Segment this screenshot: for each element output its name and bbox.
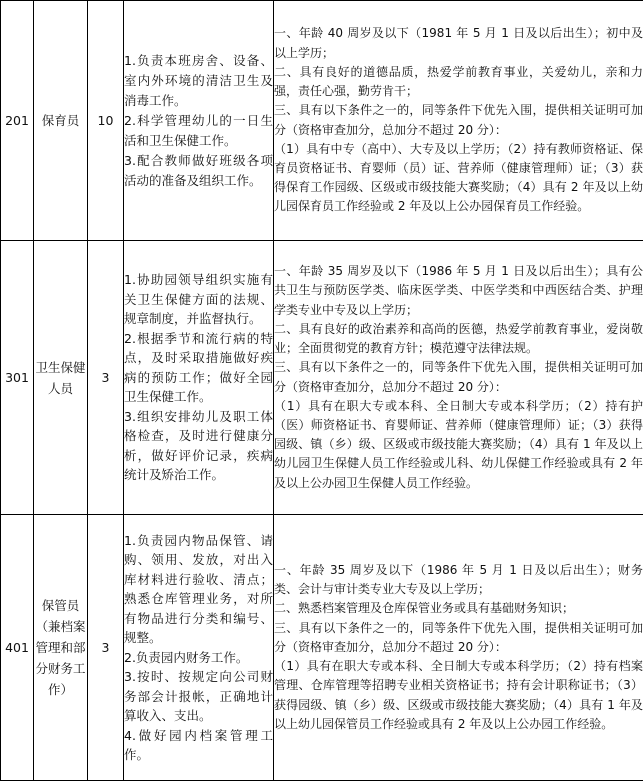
duty-item: 1.负责本班房舍、设备、室内外环境的清洁卫生及消毒工作。	[124, 51, 273, 111]
requirement-item: 二、具有良好的政治素养和高尚的医德，热爱学前教育事业，爱岗敬业；全面贯彻党的教育方针；模范遵守法律法规。	[274, 320, 643, 358]
requirement-item: 一、年龄 40 周岁及以下（1981 年 5 月 1 日及以后出生）；初中及以上学历；	[274, 24, 643, 62]
job-requirements	[274, 515, 643, 781]
requirement-item: （1）具有中专（高中）、大专及以上学历；（2）持有教师资格证、保育员资格证书、育婴师（员）证、营养师（健康管理师）证；（3）获得保育工作园级、区级或市级技能大赛奖励；（4）具有 2 年及以上幼儿园保育员工作经验或 2 年及以上公办园保育员工作经验。	[274, 140, 643, 217]
requirement-item: 二、熟悉档案管理及仓库保管业务或具有基础财务知识；	[274, 599, 643, 618]
duty-item: 1.负责园内物品保管、请购、领用、发放，对出入库材料进行验收、清点；熟悉仓库管理业务，对所有物品进行分类和编号、规整。	[124, 531, 273, 648]
job-code: 401	[1, 515, 34, 781]
duty-item: 1.协助园领导组织实施有关卫生保健方面的法规、规章制度，并监督执行。	[124, 270, 273, 329]
job-duties	[124, 241, 274, 515]
requirement-item: （1）具有在职大专或本科、全日制大专或本科学历；（2）持有护（医）师资格证书、育婴师证、营养师（健康管理师）证；（3）获得园级、镇（乡）级、区级或市级技能大赛奖励；（4）具有 1 年及以上幼儿园卫生保健人员工作经验或儿科、幼儿保健工作经验或具有 2 年及以上公办园卫生保健人员工作经验。	[274, 397, 643, 493]
job-requirements	[274, 1, 643, 241]
hiring-count: 10	[88, 1, 124, 241]
duty-item: 2.科学管理幼儿的一日生活和卫生保健工作。	[124, 111, 273, 151]
requirement-item: 三、具有以下条件之一的，同等条件下优先入围，提供相关证明可加分（资格审查加分，总加分不超过 20 分）：	[274, 619, 643, 657]
job-code: 301	[1, 241, 34, 515]
hiring-count: 3	[88, 515, 124, 781]
duty-item: 3.按时、按规定向公司财务部会计报帐，正确地计算收入、支出。	[124, 667, 273, 726]
requirement-item: 二、具有良好的道德品质，热爱学前教育事业，关爱幼儿，亲和力强，责任心强，勤劳肯干；	[274, 63, 643, 101]
job-duties	[124, 515, 274, 781]
job-title: 保育员	[34, 1, 88, 241]
job-title: 卫生保健人员	[34, 241, 88, 515]
duty-item: 3.组织安排幼儿及职工体格检查，及时进行健康分析，做好评价记录，疾病统计及矫治工作。	[124, 407, 273, 485]
job-title: 保管员（兼档案管理和部分财务工作）	[34, 515, 88, 781]
requirement-item: 三、具有以下条件之一的，同等条件下优先入围，提供相关证明可加分（资格审查加分，总加分不超过 20 分）：	[274, 101, 643, 139]
table-row	[1, 241, 643, 515]
duty-item: 2.负责园内财务工作。	[124, 648, 273, 668]
requirement-item: 三、具有以下条件之一的，同等条件下优先入围，提供相关证明可加分（资格审查加分，总加分不超过 20 分）：	[274, 358, 643, 396]
table-row	[1, 1, 643, 241]
hiring-count: 3	[88, 241, 124, 515]
job-duties	[124, 1, 274, 241]
requirement-item: 一、年龄 35 周岁及以下（1986 年 5 月 1 日及以后出生）；财务类、会计与审计类专业大专及以上学历；	[274, 561, 643, 599]
job-requirements	[274, 241, 643, 515]
duty-item: 4.做好园内档案管理工作。	[124, 726, 273, 765]
requirement-item: （1）具有在职大专或本科、全日制大专或本科学历；（2）持有档案管理、仓库管理等招聘专业相关资格证书；持有会计职称证书；（3）获得园级、镇（乡）级、区级或市级技能大赛奖励；（4）具有 1 年及以上幼儿园保管员工作经验或具有 2 年及以上公办园工作经验。	[274, 657, 643, 734]
duty-item: 3.配合教师做好班级各项活动的准备及组织工作。	[124, 151, 273, 191]
job-code: 201	[1, 1, 34, 241]
requirement-item: 一、年龄 35 周岁及以下（1986 年 5 月 1 日及以后出生）；具有公共卫生与预防医学类、临床医学类、中医学类和中西医结合类、护理学类专业中专及以上学历；	[274, 262, 643, 320]
table-row	[1, 515, 643, 781]
duty-item: 2.根据季节和流行病的特点，及时采取措施做好疾病的预防工作；做好全园卫生保健工作。	[124, 329, 273, 407]
